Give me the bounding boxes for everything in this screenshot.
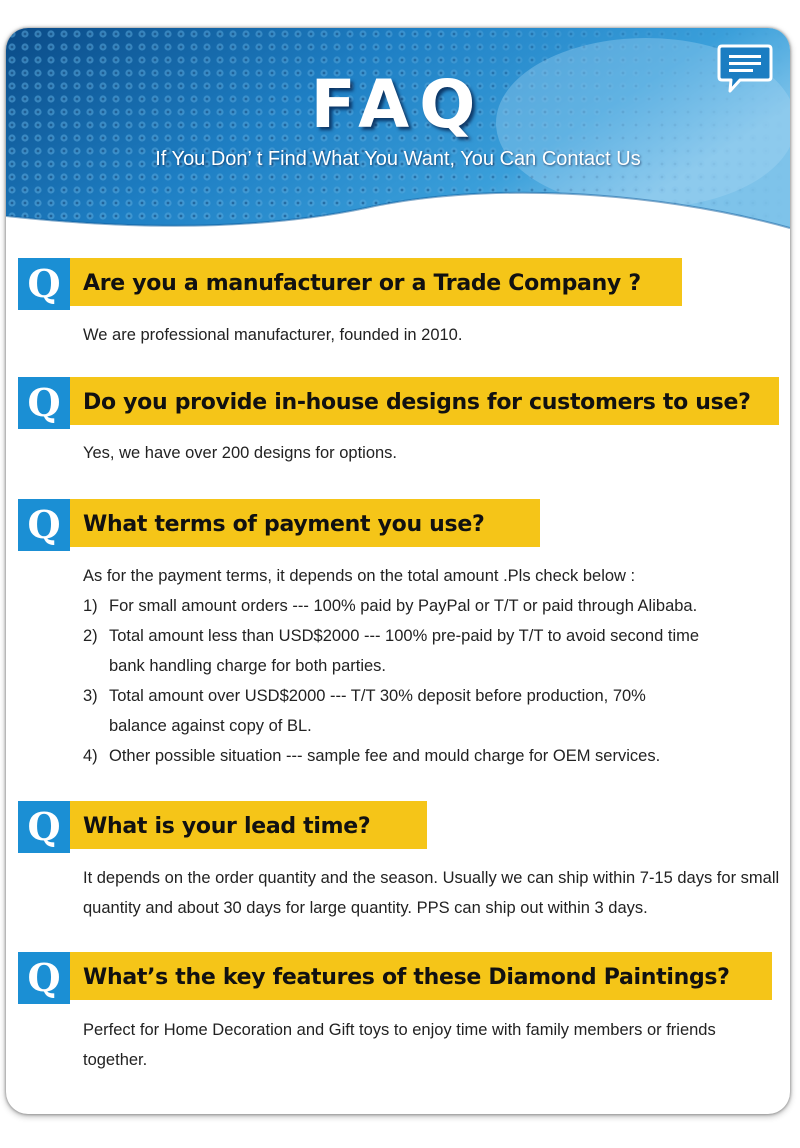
list-text: Total amount over USD$2000 --- T/T 30% deposit before production, 70% balance against copy of BL. <box>109 687 646 735</box>
q-badge: Q <box>18 377 70 429</box>
question-text: Do you provide in-house designs for customers to use? <box>83 390 751 415</box>
page-title: FAQ <box>310 66 486 143</box>
list-number: 1) <box>83 597 98 615</box>
list-text: Total amount less than USD$2000 --- 100% pre-paid by T/T to avoid second time bank handling charge for both parties. <box>109 627 700 675</box>
answer-intro: As for the payment terms, it depends on the total amount .Pls check below : <box>83 567 636 585</box>
question-text: What terms of payment you use? <box>83 512 485 537</box>
faq-banner <box>6 28 790 233</box>
answer-line: It depends on the order quantity and the season. Usually we can ship within 7-15 days for small quantity and about 30 days for large quantity. PPS can ship out within 3 days. <box>83 869 780 917</box>
answer-line: Yes, we have over 200 designs for options. <box>83 444 398 462</box>
q-badge: Q <box>18 801 70 853</box>
list-number: 3) <box>83 687 98 705</box>
answer-line: We are professional manufacturer, founded in 2010. <box>83 326 463 344</box>
answer-list-item <box>83 741 783 771</box>
list-text: Other possible situation --- sample fee and mould charge for OEM services. <box>109 747 661 765</box>
answer-list-item <box>83 681 783 741</box>
answer-list-item <box>83 591 783 621</box>
faq-card <box>6 28 790 1114</box>
answer-text <box>83 320 783 350</box>
question-text: What’s the key features of these Diamond Paintings? <box>83 965 730 990</box>
question-text: Are you a manufacturer or a Trade Company ? <box>83 271 641 296</box>
answer-text <box>83 863 783 923</box>
answer-text <box>83 438 783 468</box>
list-text: For small amount orders --- 100% paid by PayPal or T/T or paid through Alibaba. <box>109 597 698 615</box>
answer-text <box>83 561 783 771</box>
chat-bubble-icon <box>716 43 774 97</box>
question-text: What is your lead time? <box>83 814 371 839</box>
list-number: 2) <box>83 627 98 645</box>
answer-list-item <box>83 621 783 681</box>
q-badge: Q <box>18 499 70 551</box>
page-subtitle: If You Don’ t Find What You Want, You Can Contact Us <box>155 148 641 170</box>
q-badge: Q <box>18 258 70 310</box>
list-number: 4) <box>83 747 98 765</box>
q-badge: Q <box>18 952 70 1004</box>
answer-line: Perfect for Home Decoration and Gift toys to enjoy time with family members or friends together. <box>83 1021 716 1069</box>
answer-text <box>83 1015 763 1075</box>
